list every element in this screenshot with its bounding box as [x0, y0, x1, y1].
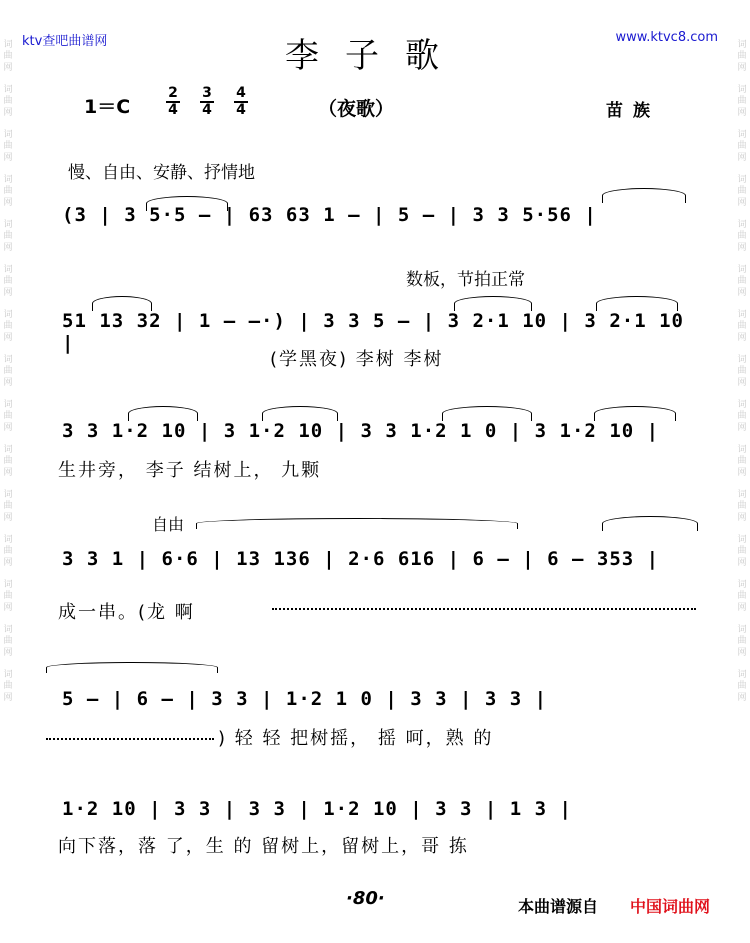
time-signature-1: 2 4: [166, 86, 180, 118]
slur-mark: [602, 188, 686, 203]
watermark-right: www.ktvc8.com: [615, 30, 718, 45]
slur-mark: [46, 662, 218, 673]
ethnic-label: 苗族: [606, 101, 660, 121]
slur-mark: [596, 296, 678, 311]
lyric-row-3: 生井旁， 李子 结树上， 九颗: [58, 460, 322, 481]
subtitle: （夜歌）: [318, 98, 395, 120]
side-watermark-left: 词 曲 网 词 曲 网 词 曲 网 词 曲 网 词 曲 网 词 曲 网 词 曲 网 词 曲 网 词 曲 网 词 曲 网 词 曲 网 词 曲 网 词 曲 网 词 曲 网 词 曲 网: [3, 40, 13, 703]
slur-mark: [196, 518, 518, 529]
notation-row-2: 51 13 32 | 1 – –·) | 3 3 5 – | 3 2·1 10 | 3 2·1 10 |: [62, 310, 684, 354]
tempo-marking-2: 数板，节拍正常: [406, 270, 525, 290]
time-signature-3: 4 4: [234, 86, 248, 118]
page-number: ·80·: [346, 888, 385, 909]
notation-row-3: 3 3 1·2 10 | 3 1·2 10 | 3 3 1·2 1 0 | 3 1·2 10 |: [62, 420, 660, 442]
slur-mark: [442, 406, 532, 421]
notation-row-1: (3 | 3 5·5 – | 63 63 1 – | 5 – | 3 3 5·56 |: [62, 204, 597, 226]
lyric-row-5: ) 轻 轻 把树摇， 摇 呵，熟 的: [218, 728, 494, 749]
tempo-marking: 慢、自由、安静、抒情地: [68, 163, 255, 183]
source-prefix: 本曲谱源自: [518, 897, 599, 916]
time-signature-2: 3 4: [200, 86, 214, 118]
dotted-line: [46, 738, 214, 740]
lyric-row-6: 向下落，落 了，生 的 留树上，留树上，哥 拣: [58, 836, 469, 857]
slur-mark: [128, 406, 198, 421]
watermark-left: ktv查吧曲谱网: [22, 34, 108, 49]
free-tempo-marking: 自由: [152, 515, 185, 534]
slur-mark: [602, 516, 698, 531]
lyric-row-4: 成一串。(龙 啊: [58, 602, 195, 623]
slur-mark: [594, 406, 676, 421]
key-signature: 1＝C: [84, 96, 131, 118]
slur-mark: [262, 406, 338, 421]
slur-mark: [92, 296, 152, 311]
dotted-line: [272, 608, 696, 610]
song-title: 李子歌: [285, 36, 465, 76]
lyric-row-2: (学黑夜) 李树 李树: [270, 349, 444, 370]
notation-row-6: 1·2 10 | 3 3 | 3 3 | 1·2 10 | 3 3 | 1 3 |: [62, 798, 572, 820]
notation-row-5: 5 – | 6 – | 3 3 | 1·2 1 0 | 3 3 | 3 3 |: [62, 688, 548, 710]
source-site: 中国词曲网: [630, 897, 711, 916]
slur-mark: [454, 296, 532, 311]
slur-mark: [146, 196, 228, 211]
notation-row-4: 3 3 1 | 6·6 | 13 136 | 2·6 616 | 6 – | 6 – 353 |: [62, 548, 660, 570]
side-watermark-right: 词 曲 网 词 曲 网 词 曲 网 词 曲 网 词 曲 网 词 曲 网 词 曲 网 词 曲 网 词 曲 网 词 曲 网 词 曲 网 词 曲 网 词 曲 网 词 曲 网 词 曲 网: [737, 40, 747, 703]
